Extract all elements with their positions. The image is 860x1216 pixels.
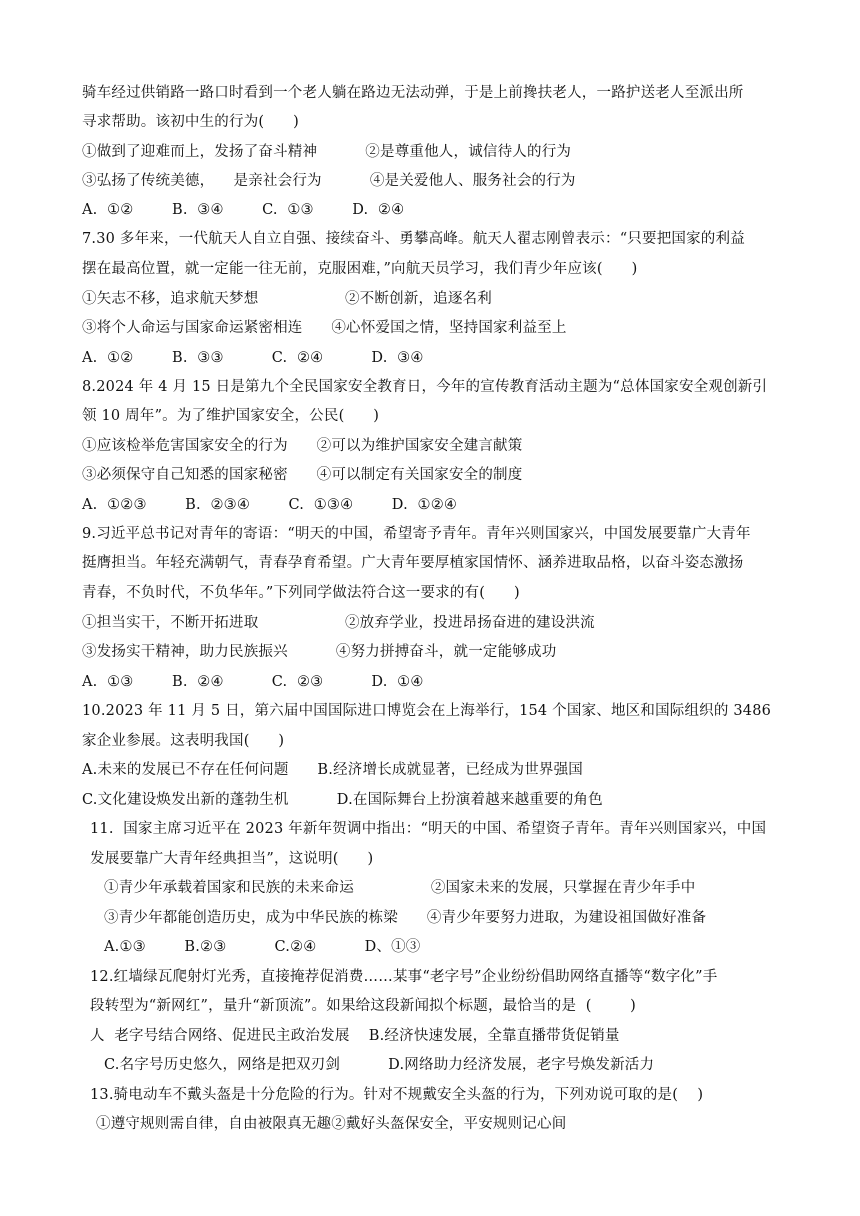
answer-choices: A. ①③ B. ②④ C. ②③ D. ①④ <box>82 674 424 690</box>
option-line: C.名字号历史悠久，网络是把双刃剑 D.网络助力经济发展，老字号焕发新活力 <box>104 1057 655 1073</box>
option-line: A.未来的发展已不存在任何问题 B.经济增长成就显著，已经成为世界强国 <box>82 762 583 778</box>
option-line: 人 老字号结合网络、促进民主政治发展 B.经济快速发展，全靠直播带货促销量 <box>90 1028 620 1044</box>
question-10-stem: 10.2023 年 11 月 5 日，第六届中国国际进口博览会在上海举行，154 个国家、地区和国际组织的 3486 <box>82 703 772 719</box>
option-line: ①遵守规则需自律，自由被限真无趣②戴好头盔保安全，平安规则记心间 <box>96 1116 567 1132</box>
text-line: 青春，不负时代，不负华年。”下列同学做法符合这一要求的有( ) <box>82 585 520 601</box>
text-line: 摆在最高位置，就一定能一往无前，克服困难，”向航天员学习，我们青少年应该( ) <box>82 261 638 277</box>
question-8-stem: 8.2024 年 4 月 15 日是第九个全民国家安全教育日，今年的宣传教育活动主题为“总体国家安全观创新引 <box>82 379 768 395</box>
question-9-stem: 9.习近平总书记对青年的寄语：“明天的中国，希望寄予青年。青年兴则国家兴，中国发展要靠广大青年 <box>82 526 751 542</box>
answer-choices: A.①③ B.②③ C.②④ D、①③ <box>104 939 421 955</box>
option-line: ③必须保守自己知悉的国家秘密 ④可以制定有关国家安全的制度 <box>82 467 523 483</box>
text-line: 领 10 周年”。为了维护国家安全，公民( ) <box>82 408 380 424</box>
text-line: 挺膺担当。年轻充满朝气，青春孕育希望。广大青年要厚植家国情怀、涵养进取品格，以奋斗姿态激扬 <box>82 555 744 571</box>
question-7-stem: 7.30 多年来，一代航天人自立自强、接续奋斗、勇攀高峰。航天人翟志刚曾表示：“只要把国家的利益 <box>82 231 745 247</box>
answer-choices: A. ①②③ B. ②③④ C. ①③④ D. ①②④ <box>82 497 458 513</box>
option-line: ①矢志不移，追求航天梦想 ②不断创新，追逐名利 <box>82 291 492 307</box>
question-13-stem: 13.骑电动车不戴头盔是十分危险的行为。针对不规戴安全头盔的行为，下列劝说可取的是( ) <box>90 1087 704 1103</box>
option-line: ①担当实干，不断开拓进取 ②放弃学业，投进昂扬奋进的建设洪流 <box>82 615 595 631</box>
question-11-stem: 11. 国家主席习近平在 2023 年新年贺调中指出：“明天的中国、希望资子青年。青年兴则国家兴，中国 <box>90 821 767 837</box>
option-line: ③青少年都能创造历史，成为中华民族的栋梁 ④青少年要努力进取，为建设祖国做好准备 <box>104 910 707 926</box>
text-line: 发展要靠广大青年经典担当”，这说明( ) <box>90 851 374 867</box>
answer-choices: A. ①② B. ③④ C. ①③ D. ②④ <box>82 202 405 218</box>
text-line: 骑车经过供销路一路口时看到一个老人躺在路边无法动弹，于是上前搀扶老人，一路护送老人至派出所 <box>82 85 744 101</box>
option-line: ①应该检举危害国家安全的行为 ②可以为维护国家安全建言献策 <box>82 438 523 454</box>
option-line: ①青少年承载着国家和民族的未来命运 ②国家未来的发展，只掌握在青少年手中 <box>104 880 696 896</box>
option-line: ③将个人命运与国家命运紧密相连 ④心怀爱国之情，坚持国家利益至上 <box>82 320 567 336</box>
option-line: ③弘扬了传统美德， 是亲社会行为 ④是关爱他人、服务社会的行为 <box>82 173 576 189</box>
text-line: 段转型为“新网红”，量升“新顶流”。如果给这段新闻拟个标题，最恰当的是 ( ) <box>90 998 636 1014</box>
option-line: ③发扬实干精神，助力民族振兴 ④努力拼搏奋斗，就一定能够成功 <box>82 644 557 660</box>
text-line: 寻求帮助。该初中生的行为( ) <box>82 114 299 130</box>
question-12-stem: 12.红墙绿瓦爬射灯光秀，直接掩荐促消费……某事“老字号”企业纷纷倡助网络直播等“数字化”手 <box>90 969 718 985</box>
option-line: C.文化建设焕发出新的蓬勃生机 D.在国际舞台上扮演着越来越重要的角色 <box>82 792 603 808</box>
option-line: ①做到了迎难而上，发扬了奋斗精神 ②是尊重他人，诚信待人的行为 <box>82 144 572 160</box>
text-line: 家企业参展。这表明我国( ) <box>82 733 285 749</box>
answer-choices: A. ①② B. ③③ C. ②④ D. ③④ <box>82 350 424 366</box>
